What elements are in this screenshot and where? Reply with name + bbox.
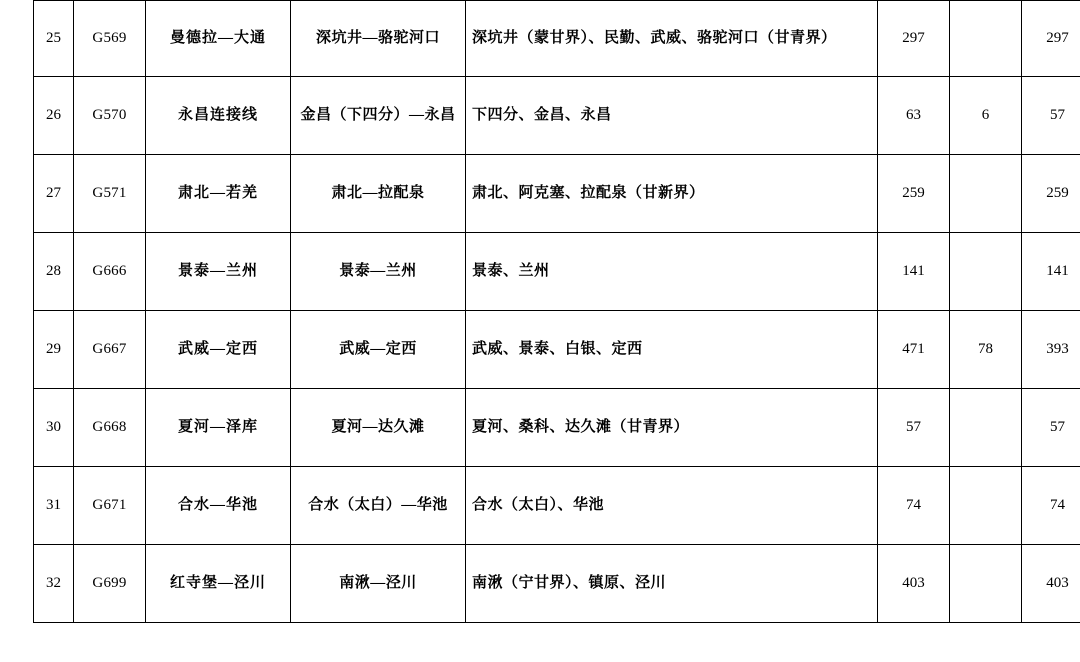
route-built: [950, 155, 1022, 233]
route-total: 141: [878, 233, 950, 311]
route-name: 红寺堡—泾川: [146, 545, 291, 623]
route-towns: 合水（太白）、华池: [466, 467, 878, 545]
table-row: [34, 1, 1080, 77]
route-code: G671: [74, 467, 146, 545]
route-built: 78: [950, 311, 1022, 389]
route-total: 471: [878, 311, 950, 389]
route-built: [950, 233, 1022, 311]
route-plan: 57: [1022, 389, 1080, 467]
route-built: [950, 467, 1022, 545]
route-towns: 肃北、阿克塞、拉配泉（甘新界）: [466, 155, 878, 233]
route-code: G667: [74, 311, 146, 389]
table-row: [34, 311, 1080, 389]
row-number: 26: [34, 77, 74, 155]
table-row: [34, 77, 1080, 155]
route-plan: 259: [1022, 155, 1080, 233]
route-total: 259: [878, 155, 950, 233]
route-total: 57: [878, 389, 950, 467]
route-total: 297: [878, 1, 950, 77]
route-direction: 武威—定西: [291, 311, 466, 389]
table-row: [34, 545, 1080, 623]
route-built: 6: [950, 77, 1022, 155]
route-direction: 深坑井—骆驼河口: [291, 1, 466, 77]
route-total: 403: [878, 545, 950, 623]
route-plan: 393: [1022, 311, 1080, 389]
table-body: [34, 1, 1080, 623]
route-direction: 合水（太白）—华池: [291, 467, 466, 545]
route-name: 肃北—若羌: [146, 155, 291, 233]
table-row: [34, 467, 1080, 545]
route-code: G571: [74, 155, 146, 233]
route-plan: 57: [1022, 77, 1080, 155]
route-name: 武威—定西: [146, 311, 291, 389]
route-name: 曼德拉—大通: [146, 1, 291, 77]
row-number: 27: [34, 155, 74, 233]
route-total: 74: [878, 467, 950, 545]
route-built: [950, 389, 1022, 467]
route-built: [950, 1, 1022, 77]
row-number: 29: [34, 311, 74, 389]
route-code: G699: [74, 545, 146, 623]
table-row: [34, 233, 1080, 311]
row-number: 28: [34, 233, 74, 311]
route-plan: 297: [1022, 1, 1080, 77]
route-direction: 肃北—拉配泉: [291, 155, 466, 233]
national-highway-table: [33, 0, 1080, 623]
route-code: G569: [74, 1, 146, 77]
route-name: 合水—华池: [146, 467, 291, 545]
route-code: G666: [74, 233, 146, 311]
route-direction: 夏河—达久滩: [291, 389, 466, 467]
row-number: 30: [34, 389, 74, 467]
route-code: G668: [74, 389, 146, 467]
row-number: 32: [34, 545, 74, 623]
route-name: 永昌连接线: [146, 77, 291, 155]
route-towns: 夏河、桑科、达久滩（甘青界）: [466, 389, 878, 467]
route-direction: 南湫—泾川: [291, 545, 466, 623]
route-towns: 下四分、金昌、永昌: [466, 77, 878, 155]
table-row: [34, 155, 1080, 233]
route-towns: 南湫（宁甘界）、镇原、泾川: [466, 545, 878, 623]
route-total: 63: [878, 77, 950, 155]
route-name: 夏河—泽库: [146, 389, 291, 467]
route-name: 景泰—兰州: [146, 233, 291, 311]
route-towns: 景泰、兰州: [466, 233, 878, 311]
table-row: [34, 389, 1080, 467]
route-built: [950, 545, 1022, 623]
route-code: G570: [74, 77, 146, 155]
route-plan: 74: [1022, 467, 1080, 545]
route-plan: 141: [1022, 233, 1080, 311]
row-number: 31: [34, 467, 74, 545]
route-towns: 深坑井（蒙甘界）、民勤、武威、骆驼河口（甘青界）: [466, 1, 878, 77]
route-plan: 403: [1022, 545, 1080, 623]
route-direction: 金昌（下四分）—永昌: [291, 77, 466, 155]
row-number: 25: [34, 1, 74, 77]
route-direction: 景泰—兰州: [291, 233, 466, 311]
route-towns: 武威、景泰、白银、定西: [466, 311, 878, 389]
